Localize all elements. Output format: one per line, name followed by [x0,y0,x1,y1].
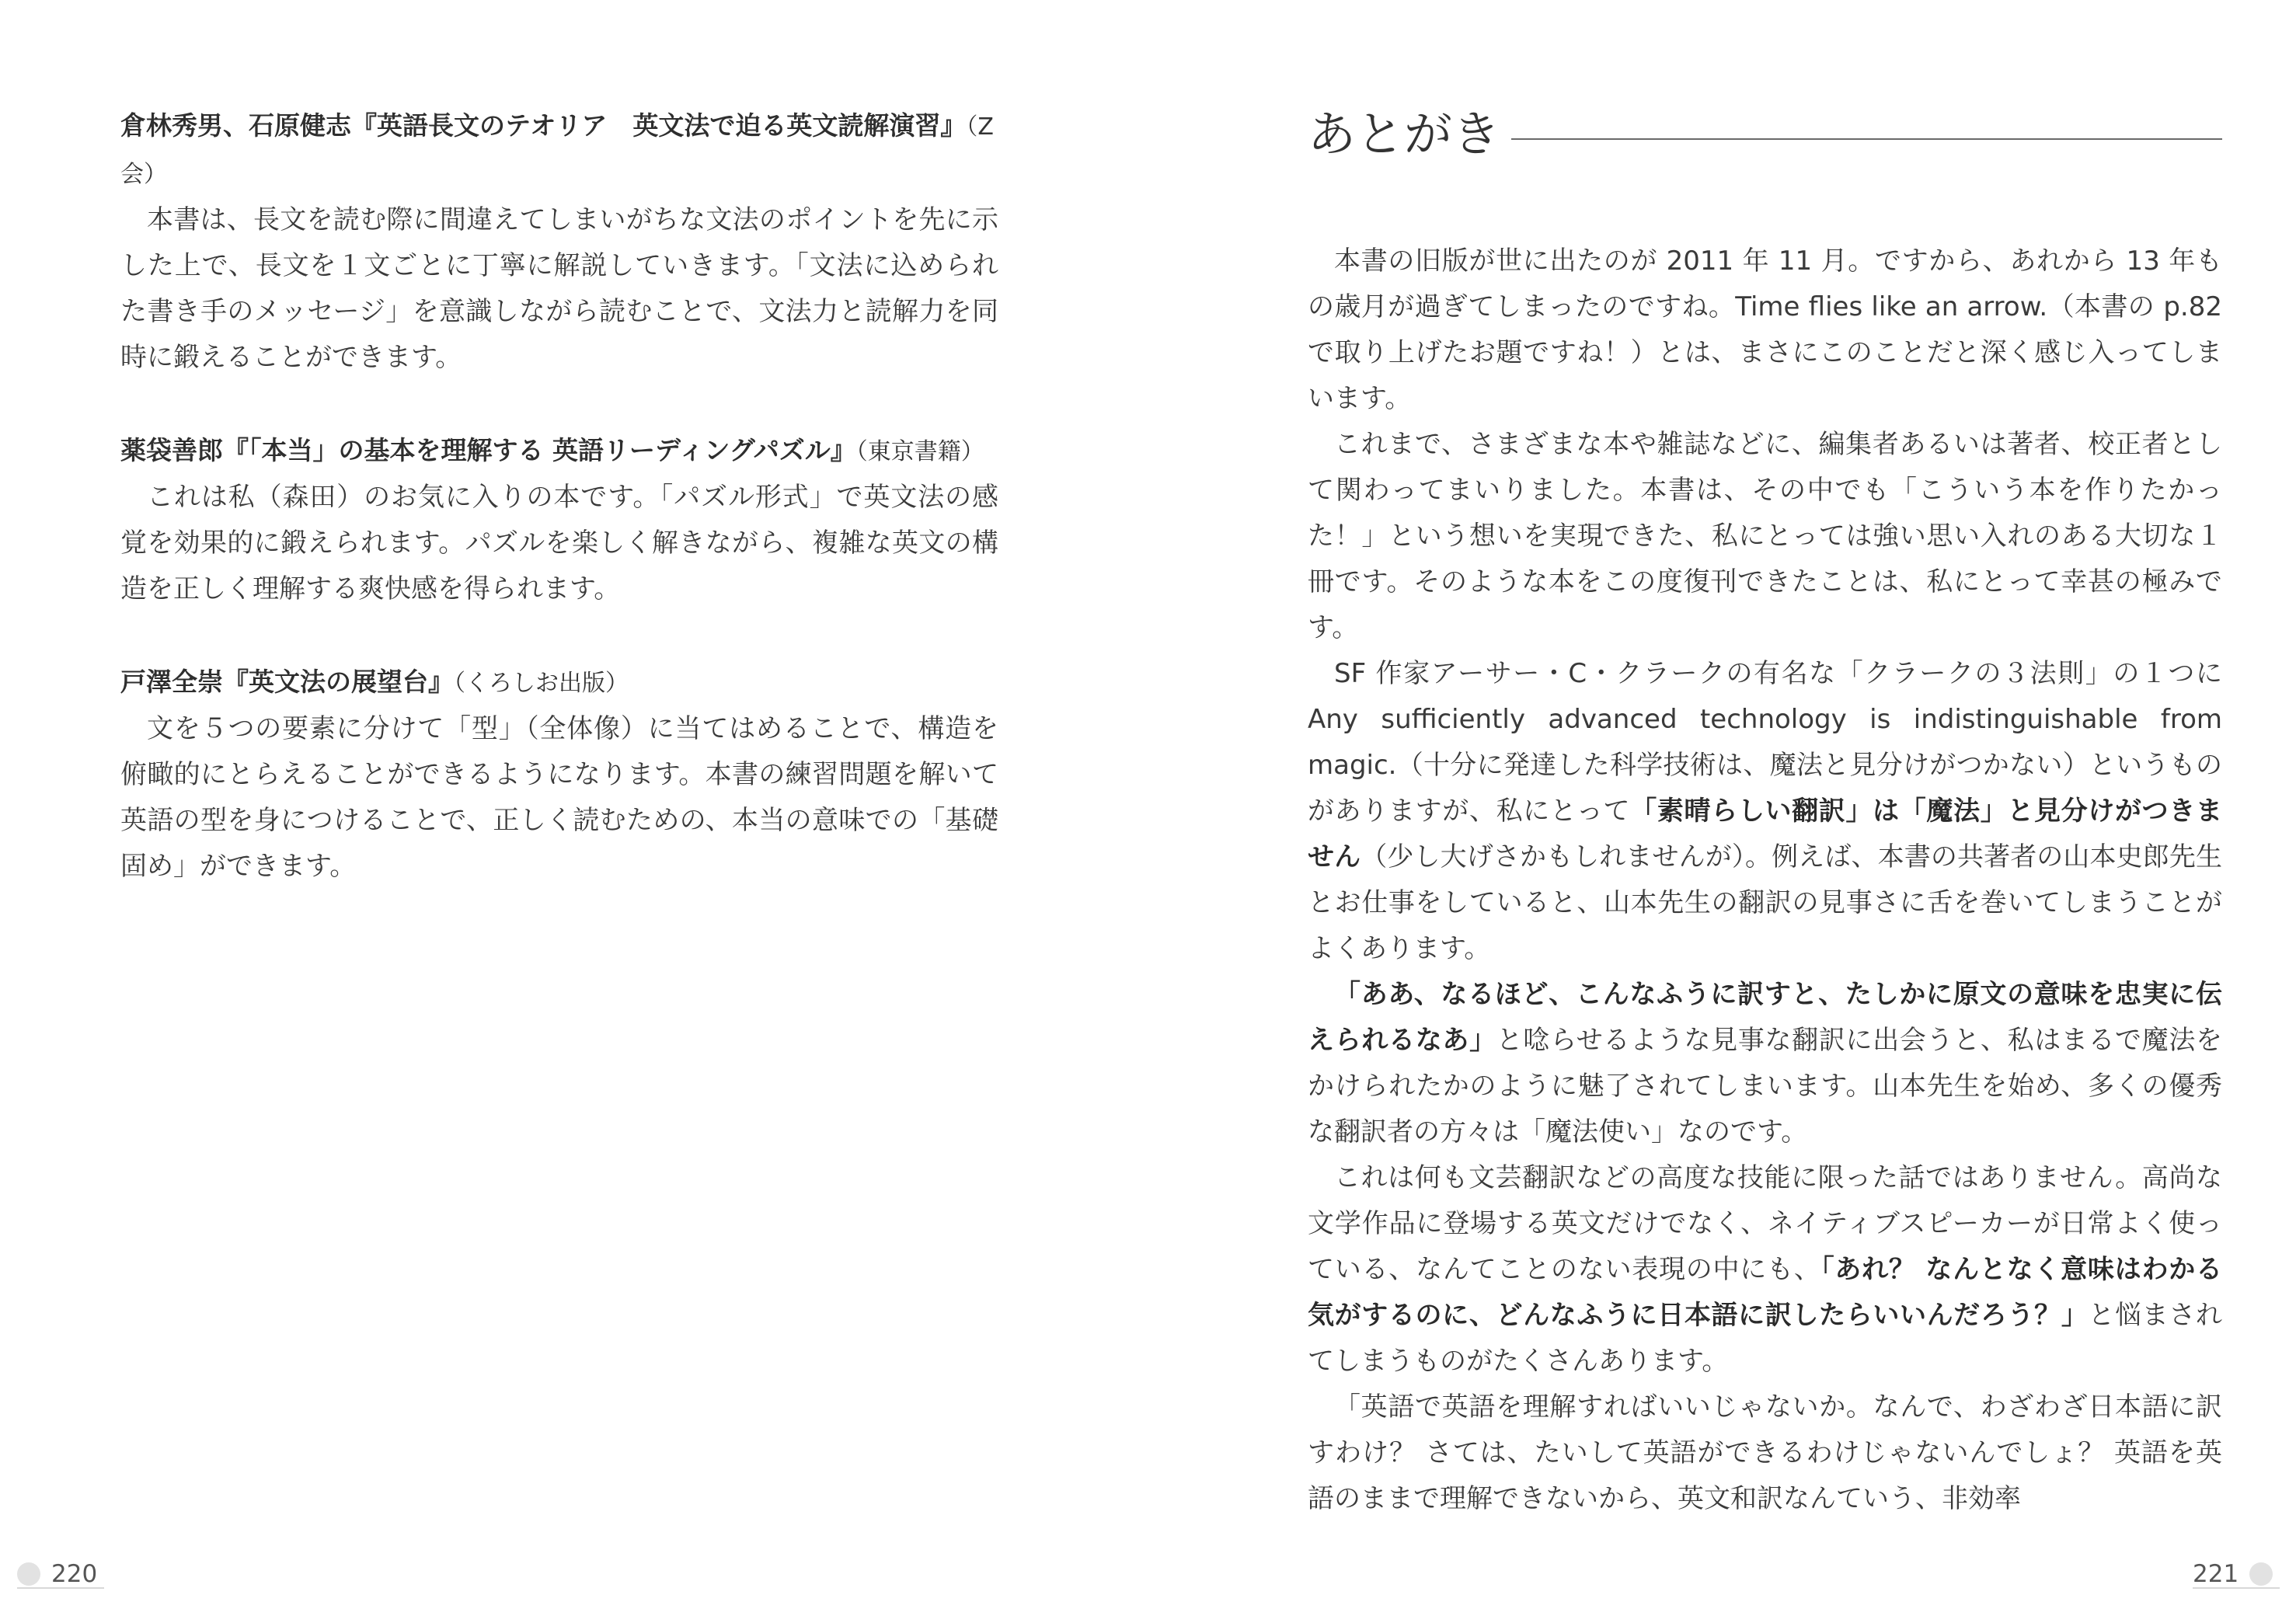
heading-title: あとがき [1308,106,1501,162]
paragraph: 「英語で英語を理解すればいいじゃないか。なんで、わざわざ日本語に訳すわけ？ さては、たいして英語ができるわけじゃないんでしょ？ 英語を英語のままで理解できないから、英文和訳なんていう、非効率 [1308,1391,2222,1514]
page-number-text: 220 [51,1560,98,1588]
paragraph: これまで、さまざまな本や雑誌などに、編集者あるいは著者、校正者として関わってまいりました。本書は、その中でも「こういう本を作りたかった！」という想いを実現できた、私にとっては強い思い入れのある大切な１冊です。そのような本をこの度復刊できたことは、私にとって幸甚の極みです。 [1308,429,2222,643]
book-entry [120,427,998,612]
folio-dot-icon [2249,1562,2273,1586]
emphasis-text: 「あれ？ なんとなく意味はわかる気がするのに、どんなふうに日本語に訳したらいいんだろう？」 [1308,1254,2223,1331]
emphasis-text: 「素晴らしい翻訳」は「魔法」と見分けがつきません [1308,796,2222,872]
paragraph: 本書の旧版が世に出たのが 2011 年 11 月。ですから、あれから 13 年もの歳月が過ぎてしまったのですね。Time flies like an arrow.（本書の p.82 で取り上げたお題ですね！）とは、まさにこのことだと深く感じ入ってしまいます。 [1308,246,2222,414]
book-publisher: （東京書籍） [855,438,984,465]
emphasis-text: 「ああ、なるほど、こんなふうに訳すと、たしかに原文の意味を忠実に伝えられるなあ」 [1308,979,2222,1056]
book-title: 戸澤全崇『英文法の展望台』（くろしお出版） [120,667,629,697]
folio-dot-icon [17,1562,40,1586]
book-description: 文を５つの要素に分けて「型」（全体像）に当てはめることで、構造を俯瞰的にとらえることができるようになります。本書の練習問題を解いて英語の型を身につけることで、正しく読むための、本当の意味での「基礎固め」ができます。 [120,713,998,882]
reading-list [120,103,998,936]
paragraph: 「ああ、なるほど、こんなふうに訳すと、たしかに原文の意味を忠実に伝えられるなあ」と唸らせるような見事な翻訳に出会うと、私はまるで魔法をかけられたかのように魅了されてしまいます。山本先生を始め、多くの優秀な翻訳者の方々は「魔法使い」なのです。 [1308,979,2223,1148]
page-number-text: 221 [2193,1560,2239,1588]
afterword-body [1308,239,2222,1522]
book-publisher: （Z会） [120,113,994,188]
paragraph: SF 作家アーサー・C・クラークの有名な「クラークの３法則」の１つに Any sufficiently advanced technology is indistinguishable from magic.（十分に発達した科学技術は、魔法と見分けがつかない）というものがありますが、私にとって「素晴らしい翻訳」は「魔法」と見分けがつきません（少し大げさかもしれませんが）。例えば、本書の共著者の山本史郎先生とお仕事をしていると、山本先生の翻訳の見事さに舌を巻いてしまうことがよくあります。 [1308,658,2223,964]
book-description: 本書は、長文を読む際に間違えてしまいがちな文法のポイントを先に示した上で、長文を１文ごとに丁寧に解説していきます。「文法に込められた書き手のメッセージ」を意識しながら読むことで、文法力と読解力を同時に鍛えることができます。 [120,204,998,373]
book-title: 倉林秀男、石原健志『英語長文のテオリア 英文法で迫る英文読解演習』（Z会） [120,110,994,188]
folio-underline [17,1587,104,1589]
paragraph: これは何も文芸翻訳などの高度な技能に限った話ではありません。高尚な文学作品に登場する英文だけでなく、ネイティブスピーカーが日常よく使っている、なんてことのない表現の中にも、「あれ？ なんとなく意味はわかる気がするのに、どんなふうに日本語に訳したらいいんだろう？」と悩まされてしまうものがたくさんあります。 [1308,1162,2223,1377]
heading-rule [1511,138,2222,140]
afterword-heading [1308,99,2222,169]
book-publisher: （くろしお出版） [454,670,629,697]
book-entry [120,659,998,890]
book-title: 薬袋善郎『「本当」の基本を理解する 英語リーディングパズル』（東京書籍） [120,435,984,465]
book-entry [120,103,998,381]
page-number-left [17,1557,97,1591]
folio-underline [2193,1587,2280,1589]
book-description: これは私（森田）のお気に入りの本です。「パズル形式」で英文法の感覚を効果的に鍛えられます。パズルを楽しく解きながら、複雑な英文の構造を正しく理解する爽快感を得られます。 [120,482,998,604]
page-number-right [2193,1557,2273,1591]
